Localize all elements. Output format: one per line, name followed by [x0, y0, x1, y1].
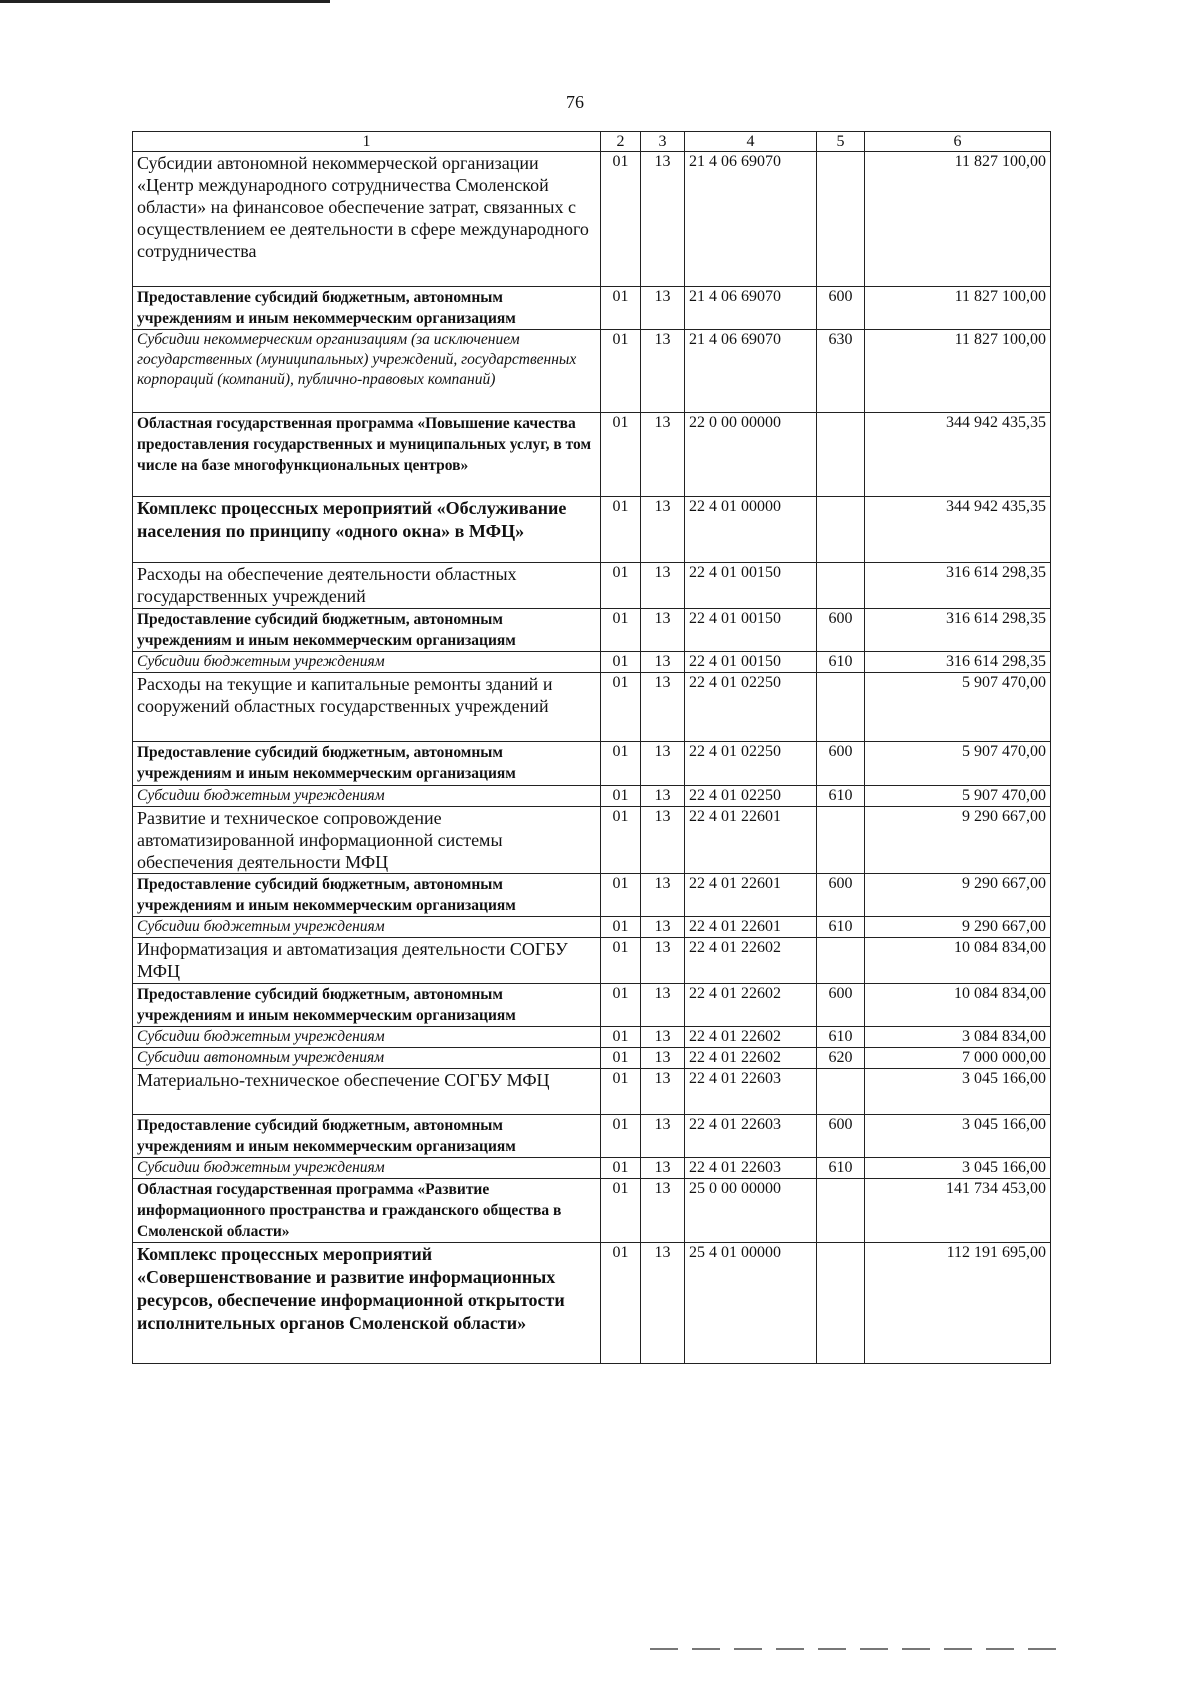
row-code-expense-type: 600 — [817, 874, 865, 917]
row-description: Предоставление субсидий бюджетным, автономным учреждениям и иным некоммерческим организациям — [133, 984, 601, 1027]
row-code-subsection: 13 — [641, 742, 685, 786]
row-code-section: 01 — [601, 1158, 641, 1179]
row-code-expense-type — [817, 563, 865, 609]
row-code-section: 01 — [601, 1115, 641, 1158]
row-code-section: 01 — [601, 1048, 641, 1069]
row-code-section: 01 — [601, 497, 641, 563]
row-description: Субсидии бюджетным учреждениям — [133, 917, 601, 938]
table-row — [133, 984, 1051, 1027]
row-code-expense-type — [817, 1069, 865, 1115]
row-description: Комплекс процессных мероприятий «Совершенствование и развитие информационных ресурсов, обеспечение информационной открытости исполнительных органов Смоленской области» — [133, 1243, 601, 1364]
table-row — [133, 807, 1051, 874]
row-description: Субсидии бюджетным учреждениям — [133, 1158, 601, 1179]
table-row — [133, 917, 1051, 938]
row-code-section: 01 — [601, 742, 641, 786]
row-code-subsection: 13 — [641, 786, 685, 807]
row-code-section: 01 — [601, 984, 641, 1027]
table-row — [133, 1179, 1051, 1243]
row-amount: 112 191 695,00 — [865, 1243, 1051, 1364]
table-row — [133, 413, 1051, 497]
row-description: Комплекс процессных мероприятий «Обслуживание населения по принципу «одного окна» в МФЦ» — [133, 497, 601, 563]
row-code-target: 22 4 01 22601 — [685, 874, 817, 917]
row-code-expense-type — [817, 673, 865, 742]
row-amount: 3 045 166,00 — [865, 1115, 1051, 1158]
row-code-section: 01 — [601, 330, 641, 413]
scan-artifact-line — [650, 1648, 1070, 1650]
row-amount: 5 907 470,00 — [865, 673, 1051, 742]
table-row — [133, 1069, 1051, 1115]
row-code-expense-type: 600 — [817, 609, 865, 652]
row-description: Информатизация и автоматизация деятельности СОГБУ МФЦ — [133, 938, 601, 984]
row-code-expense-type — [817, 152, 865, 287]
row-amount: 5 907 470,00 — [865, 786, 1051, 807]
row-code-subsection: 13 — [641, 874, 685, 917]
row-code-expense-type: 610 — [817, 786, 865, 807]
row-code-target: 22 4 01 22602 — [685, 1048, 817, 1069]
row-amount: 344 942 435,35 — [865, 497, 1051, 563]
row-description: Расходы на текущие и капитальные ремонты зданий и сооружений областных государственных учреждений — [133, 673, 601, 742]
row-code-target: 22 4 01 00150 — [685, 609, 817, 652]
row-code-target: 22 4 01 02250 — [685, 742, 817, 786]
row-code-section: 01 — [601, 563, 641, 609]
row-code-target: 22 0 00 00000 — [685, 413, 817, 497]
row-code-expense-type: 610 — [817, 652, 865, 673]
row-code-expense-type — [817, 1179, 865, 1243]
row-code-expense-type — [817, 1243, 865, 1364]
table-row — [133, 563, 1051, 609]
row-description: Субсидии бюджетным учреждениям — [133, 652, 601, 673]
row-code-section: 01 — [601, 609, 641, 652]
row-code-section: 01 — [601, 1069, 641, 1115]
row-description: Областная государственная программа «Повышение качества предоставления государственных и муниципальных услуг, в том числе на базе многофункциональных центров» — [133, 413, 601, 497]
row-code-expense-type: 600 — [817, 742, 865, 786]
header-col-5: 5 — [817, 132, 865, 152]
row-description: Материально-техническое обеспечение СОГБУ МФЦ — [133, 1069, 601, 1115]
table-body — [133, 152, 1051, 1364]
row-code-section: 01 — [601, 938, 641, 984]
row-code-target: 22 4 01 22603 — [685, 1069, 817, 1115]
budget-table — [132, 131, 1051, 1364]
scan-edge-mark — [0, 0, 330, 3]
table-row — [133, 1243, 1051, 1364]
table-row — [133, 1027, 1051, 1048]
row-code-subsection: 13 — [641, 1069, 685, 1115]
row-code-target: 22 4 01 22603 — [685, 1158, 817, 1179]
row-code-subsection: 13 — [641, 807, 685, 874]
row-amount: 11 827 100,00 — [865, 330, 1051, 413]
row-amount: 9 290 667,00 — [865, 874, 1051, 917]
table-row — [133, 287, 1051, 330]
row-code-target: 22 4 01 22603 — [685, 1115, 817, 1158]
row-code-target: 22 4 01 22602 — [685, 984, 817, 1027]
row-code-section: 01 — [601, 1179, 641, 1243]
row-amount: 10 084 834,00 — [865, 938, 1051, 984]
row-code-expense-type: 600 — [817, 1115, 865, 1158]
row-code-target: 22 4 01 22601 — [685, 807, 817, 874]
row-code-section: 01 — [601, 786, 641, 807]
row-code-section: 01 — [601, 807, 641, 874]
row-amount: 316 614 298,35 — [865, 652, 1051, 673]
header-col-1: 1 — [133, 132, 601, 152]
row-code-subsection: 13 — [641, 152, 685, 287]
table-row — [133, 1158, 1051, 1179]
row-code-expense-type — [817, 497, 865, 563]
row-amount: 141 734 453,00 — [865, 1179, 1051, 1243]
row-code-target: 21 4 06 69070 — [685, 287, 817, 330]
table-row — [133, 330, 1051, 413]
row-code-subsection: 13 — [641, 1179, 685, 1243]
row-amount: 11 827 100,00 — [865, 287, 1051, 330]
row-description: Субсидии автономным учреждениям — [133, 1048, 601, 1069]
row-code-subsection: 13 — [641, 287, 685, 330]
row-code-subsection: 13 — [641, 330, 685, 413]
row-description: Субсидии бюджетным учреждениям — [133, 1027, 601, 1048]
row-amount: 9 290 667,00 — [865, 807, 1051, 874]
row-code-subsection: 13 — [641, 938, 685, 984]
header-col-2: 2 — [601, 132, 641, 152]
row-amount: 3 045 166,00 — [865, 1158, 1051, 1179]
row-description: Предоставление субсидий бюджетным, автономным учреждениям и иным некоммерческим организациям — [133, 287, 601, 330]
row-description: Областная государственная программа «Развитие информационного пространства и гражданского общества в Смоленской области» — [133, 1179, 601, 1243]
row-amount: 7 000 000,00 — [865, 1048, 1051, 1069]
row-description: Развитие и техническое сопровождение автоматизированной информационной системы обеспечения деятельности МФЦ — [133, 807, 601, 874]
row-code-subsection: 13 — [641, 413, 685, 497]
row-amount: 344 942 435,35 — [865, 413, 1051, 497]
row-amount: 316 614 298,35 — [865, 609, 1051, 652]
table-row — [133, 609, 1051, 652]
row-code-subsection: 13 — [641, 497, 685, 563]
table-row — [133, 497, 1051, 563]
table-row — [133, 652, 1051, 673]
row-description: Предоставление субсидий бюджетным, автономным учреждениям и иным некоммерческим организациям — [133, 742, 601, 786]
row-code-subsection: 13 — [641, 609, 685, 652]
row-code-target: 22 4 01 22602 — [685, 938, 817, 984]
row-amount: 10 084 834,00 — [865, 984, 1051, 1027]
table-row — [133, 786, 1051, 807]
row-code-subsection: 13 — [641, 984, 685, 1027]
table-row — [133, 874, 1051, 917]
row-code-target: 21 4 06 69070 — [685, 152, 817, 287]
row-code-expense-type: 610 — [817, 917, 865, 938]
row-code-subsection: 13 — [641, 1048, 685, 1069]
row-code-subsection: 13 — [641, 917, 685, 938]
table-row — [133, 1048, 1051, 1069]
row-code-subsection: 13 — [641, 563, 685, 609]
row-code-subsection: 13 — [641, 1158, 685, 1179]
page-number: 76 — [566, 92, 584, 112]
row-code-subsection: 13 — [641, 652, 685, 673]
row-amount: 3 045 166,00 — [865, 1069, 1051, 1115]
row-code-target: 21 4 06 69070 — [685, 330, 817, 413]
row-code-target: 22 4 01 00000 — [685, 497, 817, 563]
row-description: Предоставление субсидий бюджетным, автономным учреждениям и иным некоммерческим организациям — [133, 874, 601, 917]
row-code-expense-type: 600 — [817, 984, 865, 1027]
row-code-target: 22 4 01 02250 — [685, 673, 817, 742]
row-description: Предоставление субсидий бюджетным, автономным учреждениям и иным некоммерческим организациям — [133, 1115, 601, 1158]
row-code-expense-type — [817, 938, 865, 984]
table-row — [133, 742, 1051, 786]
row-code-target: 22 4 01 00150 — [685, 563, 817, 609]
row-code-subsection: 13 — [641, 1243, 685, 1364]
row-code-expense-type: 600 — [817, 287, 865, 330]
row-amount: 3 084 834,00 — [865, 1027, 1051, 1048]
table-row — [133, 152, 1051, 287]
row-code-expense-type: 630 — [817, 330, 865, 413]
row-description: Субсидии некоммерческим организациям (за исключением государственных (муниципальных) учреждений, государственных корпораций (компаний), публично-правовых компаний) — [133, 330, 601, 413]
row-code-target: 25 4 01 00000 — [685, 1243, 817, 1364]
row-code-expense-type — [817, 413, 865, 497]
row-code-section: 01 — [601, 1243, 641, 1364]
row-code-subsection: 13 — [641, 673, 685, 742]
row-description: Предоставление субсидий бюджетным, автономным учреждениям и иным некоммерческим организациям — [133, 609, 601, 652]
row-code-section: 01 — [601, 413, 641, 497]
row-code-expense-type: 610 — [817, 1158, 865, 1179]
table-row — [133, 1115, 1051, 1158]
row-code-section: 01 — [601, 874, 641, 917]
row-amount: 9 290 667,00 — [865, 917, 1051, 938]
row-code-expense-type — [817, 807, 865, 874]
row-code-section: 01 — [601, 652, 641, 673]
row-code-section: 01 — [601, 287, 641, 330]
header-col-6: 6 — [865, 132, 1051, 152]
row-code-section: 01 — [601, 152, 641, 287]
row-code-expense-type: 610 — [817, 1027, 865, 1048]
row-code-section: 01 — [601, 917, 641, 938]
row-description: Расходы на обеспечение деятельности областных государственных учреждений — [133, 563, 601, 609]
row-code-section: 01 — [601, 673, 641, 742]
row-code-target: 22 4 01 02250 — [685, 786, 817, 807]
row-code-target: 22 4 01 22602 — [685, 1027, 817, 1048]
row-code-target: 25 0 00 00000 — [685, 1179, 817, 1243]
row-code-expense-type: 620 — [817, 1048, 865, 1069]
table-row — [133, 938, 1051, 984]
row-code-subsection: 13 — [641, 1115, 685, 1158]
row-amount: 5 907 470,00 — [865, 742, 1051, 786]
row-amount: 316 614 298,35 — [865, 563, 1051, 609]
header-col-3: 3 — [641, 132, 685, 152]
table-row — [133, 673, 1051, 742]
row-amount: 11 827 100,00 — [865, 152, 1051, 287]
row-code-subsection: 13 — [641, 1027, 685, 1048]
row-description: Субсидии бюджетным учреждениям — [133, 786, 601, 807]
header-col-4: 4 — [685, 132, 817, 152]
row-code-target: 22 4 01 00150 — [685, 652, 817, 673]
table-header-row — [133, 132, 1051, 152]
row-description: Субсидии автономной некоммерческой организации «Центр международного сотрудничества Смоленской области» на финансовое обеспечение затрат, связанных с осуществлением ее деятельности в сфере международного сотрудничества — [133, 152, 601, 287]
row-code-section: 01 — [601, 1027, 641, 1048]
row-code-target: 22 4 01 22601 — [685, 917, 817, 938]
